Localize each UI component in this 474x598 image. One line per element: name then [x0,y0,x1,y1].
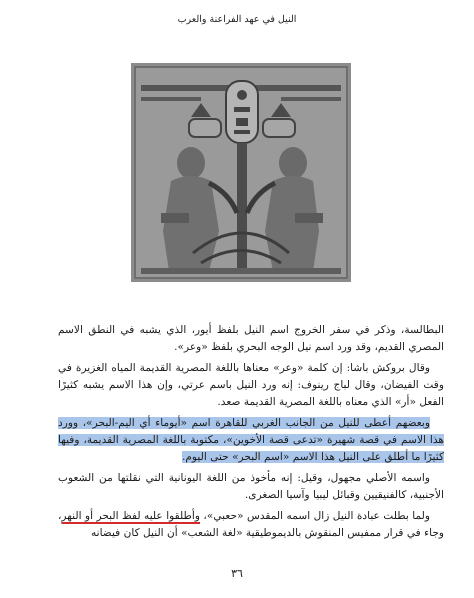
page-number: ٣٦ [231,567,243,580]
body-text [58,322,444,546]
paragraph-4: واسمه الأصلي مجهول، وقيل: إنه مأخوذ من اللغة اليونانية التي نقلتها من الشعوب الأجنبية، كالفنيقيين وقبائل ليبيا وآسيا الصغرى. [58,472,444,501]
highlighted-text: وبعضهم أعطى للنيل من الجانب الغربي للقاهرة اسم «أيوماء أي اليم-البحر»، وورد هذا الاسم في قصة شهيرة «تدعى قصة الأخوين»، مكتوبة باللغة المصرية القديمة، وفيها كثيرًا ما أطلق على النيل هذا الاسم «اسم البحر» حتى اليوم. [58,417,444,463]
paragraph-3-highlighted [58,415,444,466]
running-header: النيل في عهد الفراعنة والعرب [177,14,297,25]
paragraph-5-start: ولما بطلت عبادة النيل زال اسمه المقدس «حعبي»، [199,510,430,522]
relief-illustration [131,63,351,282]
paragraph-5-end: ، وجاء في قرار ممفيس المنقوش بالديموطيقية «لغة الشعب» أن النيل كان فيضانه [58,510,444,539]
relief-photo [131,63,351,282]
paragraph-5 [58,508,444,542]
paragraph-1: البطالسة، وذكر في سفر الخروج اسم النيل بلفظ أيور، الذي يشبه في النطق الاسم المصري القديم، وقد ورد اسم نيل الوجه البحري بلفظ «وعر». [58,324,444,353]
underlined-text: وأطلقوا عليه لفظ البحر أو النهر [61,510,200,522]
paragraph-2: وقال بروكش باشا: إن كلمة «وعر» معناها باللغة المصرية القديمة المياه الغزيرة في وقت الفيضان، وقال لباج رينوف: إنه ورد النيل باسم عرتي، وإن هذا الاسم يشبه كثيرًا الفعل «أر» الذي معناه باللغة المصرية القديمة صعد. [58,362,444,408]
